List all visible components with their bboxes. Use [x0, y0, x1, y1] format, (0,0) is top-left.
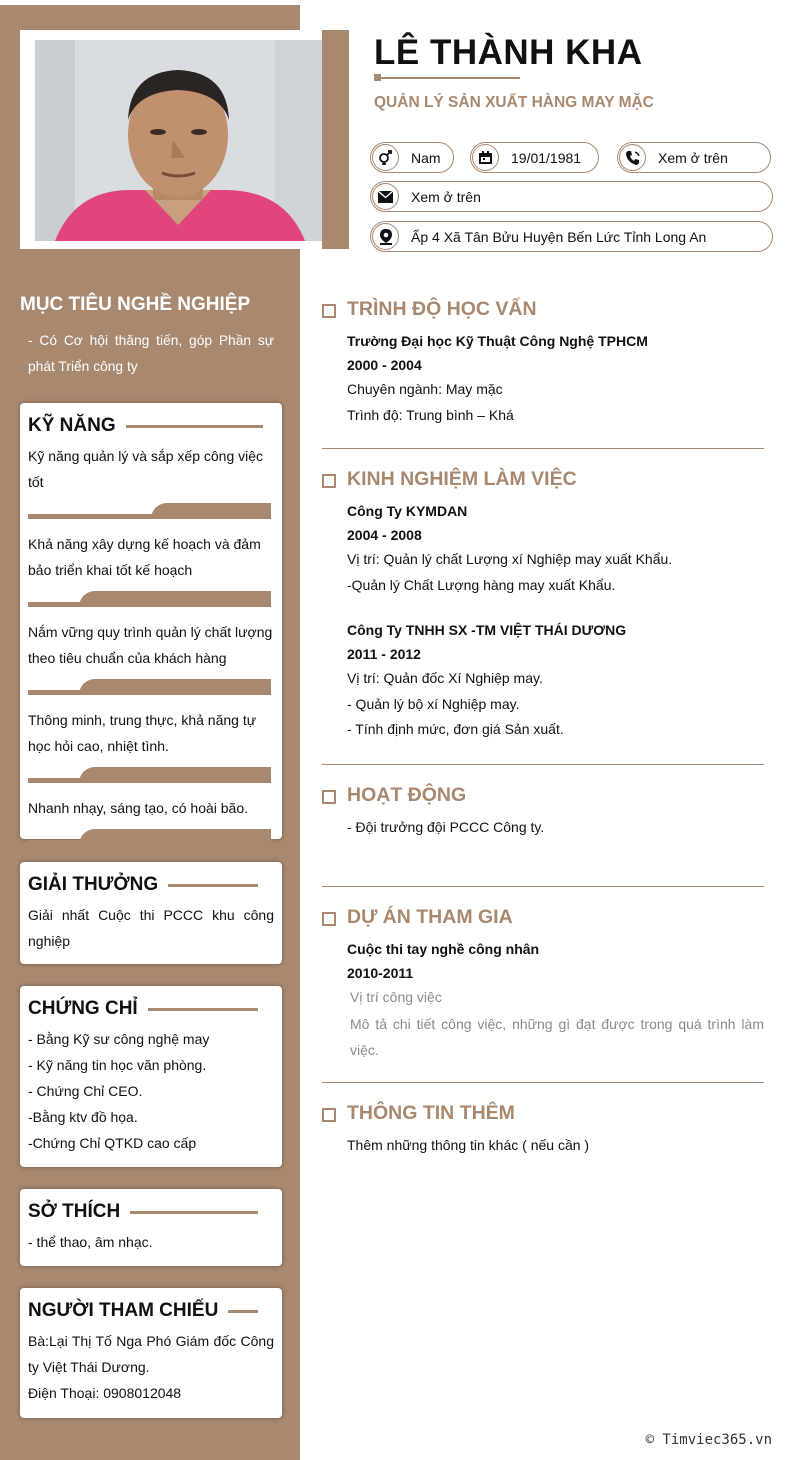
skills-card — [20, 403, 282, 839]
skills-list — [28, 443, 274, 845]
project-name: Cuộc thi tay nghề công nhân — [347, 941, 540, 957]
name-underline — [375, 77, 520, 79]
references-title-line — [224, 1310, 258, 1313]
skill-level-bar — [28, 767, 274, 783]
references-text: Bà:Lại Thị Tố Nga Phó Giám đốc Công ty Việt Thái Dương. — [28, 1333, 274, 1375]
experience-title: KINH NGHIỆM LÀM VIỆC — [347, 468, 577, 490]
skill-item — [28, 443, 274, 519]
skill-label: Kỹ năng quản lý và sắp xếp công việc tốt — [28, 448, 264, 490]
skill-level-bar — [28, 829, 274, 845]
education-major: Chuyên ngành: May mặc — [347, 381, 503, 397]
certificate-item: - Bằng Kỹ sư công nghệ may — [28, 1031, 210, 1047]
education-level: Trình độ: Trung bình – Khá — [347, 406, 514, 423]
certificate-item: - Kỹ năng tin học văn phòng. — [28, 1057, 207, 1073]
skill-bar-fill — [79, 591, 271, 607]
address-pill — [370, 221, 773, 252]
certificate-item: - Chứng Chỉ CEO. — [28, 1083, 143, 1099]
section-divider — [322, 886, 764, 887]
email-value: Xem ở trên — [411, 188, 481, 205]
gender-icon — [372, 144, 399, 171]
certificate-item: -Chứng Chỉ QTKD cao cấp — [28, 1135, 197, 1151]
skill-item — [28, 795, 274, 845]
certificate-item: -Bằng ktv đồ họa. — [28, 1109, 138, 1125]
header-accent-block — [322, 30, 349, 249]
skill-label: Thông minh, trung thực, khả năng tự học hỏi cao, nhiệt tình. — [28, 712, 257, 754]
section-checkbox-icon — [322, 304, 336, 318]
job-line: - Tính định mức, đơn giá Sản xuất. — [347, 721, 564, 737]
certificates-title: CHỨNG CHỈ — [28, 998, 148, 1020]
awards-title-line — [164, 884, 258, 887]
objective-title: MỤC TIÊU NGHỀ NGHIỆP — [20, 294, 251, 315]
references-title: NGƯỜI THAM CHIẾU — [28, 1300, 228, 1322]
skill-bar-fill — [79, 829, 271, 845]
section-divider — [322, 764, 764, 765]
additional-text: Thêm những thông tin khác ( nếu cần ) — [347, 1137, 590, 1153]
job-line: -Quản lý Chất Lượng hàng may xuất Khẩu. — [347, 576, 616, 593]
skills-title-line — [122, 425, 263, 428]
avatar-frame — [20, 30, 322, 249]
job-line: Vị trí: Quản lý chất Lượng xí Nghiệp may xuất Khẩu. — [347, 551, 673, 567]
activities-title: HOẠT ĐỘNG — [347, 784, 467, 806]
address-value: Ấp 4 Xã Tân Bửu Huyện Bến Lức Tỉnh Long An — [411, 228, 707, 245]
birthday-value: 19/01/1981 — [511, 149, 582, 166]
phone-pill — [617, 142, 771, 173]
section-divider — [322, 448, 764, 449]
birthday-pill — [470, 142, 599, 173]
footer-copyright: © Timviec365.vn — [645, 1432, 772, 1448]
projects-title: DỰ ÁN THAM GIA — [347, 906, 513, 928]
skill-level-bar — [28, 503, 274, 519]
certificates-list — [28, 1026, 274, 1156]
experience-section — [322, 463, 764, 743]
project-position: Vị trí công việc — [350, 989, 442, 1005]
skill-bar-fill — [79, 767, 271, 783]
job-period: 2011 - 2012 — [347, 646, 421, 662]
section-checkbox-icon — [322, 1108, 336, 1122]
awards-text: Giải nhất Cuộc thi PCCC khu công nghiệp — [28, 907, 274, 949]
email-pill — [370, 181, 773, 212]
projects-section — [322, 901, 764, 1063]
additional-section — [322, 1097, 764, 1159]
skill-bar-fill — [79, 679, 271, 695]
references-card — [20, 1288, 282, 1418]
section-divider — [322, 1082, 764, 1083]
calendar-icon — [472, 144, 499, 171]
gender-value: Nam — [411, 149, 441, 166]
skill-item — [28, 619, 274, 695]
section-checkbox-icon — [322, 474, 336, 488]
phone-icon — [619, 144, 646, 171]
skill-bar-fill — [151, 503, 271, 519]
skill-item — [28, 707, 274, 783]
skills-title: KỸ NĂNG — [28, 415, 126, 437]
phone-value: Xem ở trên — [658, 149, 728, 166]
gender-pill — [370, 142, 454, 173]
education-school: Trường Đại học Kỹ Thuật Công Nghệ TPHCM — [347, 333, 648, 349]
email-icon — [372, 183, 399, 210]
awards-title: GIẢI THƯỞNG — [28, 874, 168, 896]
hobbies-title-line — [128, 1211, 258, 1214]
avatar — [35, 40, 322, 241]
additional-title: THÔNG TIN THÊM — [347, 1102, 515, 1124]
hobbies-title: SỞ THÍCH — [28, 1201, 130, 1223]
skill-label: Khả năng xây dựng kế hoạch và đảm bảo triển khai tốt kế hoạch — [28, 536, 261, 578]
skill-label: Nhanh nhạy, sáng tạo, có hoài bão. — [28, 800, 249, 816]
section-checkbox-icon — [322, 912, 336, 926]
job-period: 2004 - 2008 — [347, 527, 422, 543]
skill-item — [28, 531, 274, 607]
certificates-card — [20, 986, 282, 1167]
education-section — [322, 293, 764, 428]
certificates-title-line — [144, 1008, 258, 1011]
job-line: - Quản lý bộ xí Nghiệp may. — [347, 695, 520, 712]
education-title: TRÌNH ĐỘ HỌC VẤN — [347, 298, 537, 320]
job-title: QUẢN LÝ SẢN XUẤT HÀNG MAY MẶC — [374, 94, 654, 111]
skill-level-bar — [28, 591, 274, 607]
candidate-name: LÊ THÀNH KHA — [374, 33, 643, 72]
skill-level-bar — [28, 679, 274, 695]
location-icon — [372, 223, 399, 250]
job-company: Công Ty KYMDAN — [347, 503, 468, 519]
awards-card — [20, 862, 282, 964]
activities-text: - Đội trưởng đội PCCC Công ty. — [347, 819, 545, 835]
references-phone: Điện Thoại: 0908012048 — [28, 1385, 182, 1401]
project-period: 2010-2011 — [347, 965, 414, 981]
objective-text: - Có Cơ hội thăng tiến, góp Phần sự phát Triển công ty — [28, 333, 274, 374]
skill-label: Nắm vững quy trình quản lý chất lượng theo tiêu chuẩn của khách hàng — [28, 624, 273, 666]
education-period: 2000 - 2004 — [347, 357, 422, 373]
hobbies-text: - thể thao, âm nhạc. — [28, 1234, 153, 1250]
activities-section — [322, 779, 764, 841]
job-line: Vị trí: Quản đốc Xí Nghiệp may. — [347, 670, 543, 686]
job-company: Công Ty TNHH SX -TM VIỆT THÁI DƯƠNG — [347, 622, 627, 638]
section-checkbox-icon — [322, 790, 336, 804]
project-description: Mô tả chi tiết công việc, những gì đạt được trong quá trình làm việc. — [350, 1015, 764, 1058]
hobbies-card — [20, 1189, 282, 1266]
